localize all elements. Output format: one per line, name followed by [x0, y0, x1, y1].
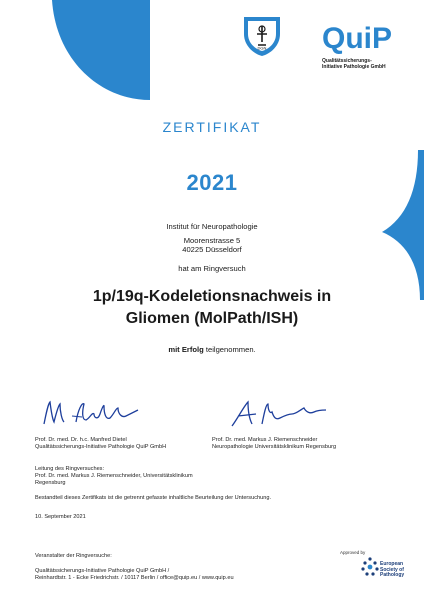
signer-1: [35, 437, 166, 451]
proficiency-test-title: [0, 286, 424, 330]
leadership-block: [35, 466, 285, 488]
title-line-2: Gliomen (MolPath/ISH): [125, 310, 299, 327]
signer-2-name: Prof. Dr. med. Markus J. Riemenschneider: [212, 437, 318, 443]
signature-dietel: [38, 396, 148, 432]
quip-subtitle: [322, 58, 386, 70]
organizer-line2: Reinhardtstr. 1 - Ecke Friedrichstr. / 10117 Berlin / office@quip.eu / www.quip.eu: [35, 575, 234, 582]
leadership-heading: Leitung des Ringversuches:: [35, 466, 105, 472]
organizer-address: [35, 568, 335, 582]
certificate-year: 2021: [186, 170, 238, 195]
esp-name: [380, 562, 404, 579]
institution-name: Institut für Neuropathologie: [166, 222, 258, 231]
hat-line: hat am Ringversuch: [178, 264, 246, 273]
signer-1-org: Qualitätssicherungs-Initiative Pathologie QuiP GmbH: [35, 444, 167, 451]
leadership-line1: Prof. Dr. med. Markus J. Riemenschneider, Universitätsklinikum: [35, 473, 193, 480]
signature-riemenschneider: [230, 396, 330, 432]
certificate-note: Bestandteil dieses Zertifikats ist die getrennt gefasste inhaltliche Beurteilung der Untersuchung.: [35, 495, 272, 501]
organizer-heading: Veranstalter der Ringversuche:: [35, 553, 112, 559]
quip-subtitle-line2: Initiative Pathologie GmbH: [322, 64, 386, 70]
seal-logo: [240, 14, 284, 58]
success-rest: teilgenommen.: [203, 345, 256, 354]
esp-line1: European: [380, 561, 404, 567]
certificate-date: 10. September 2021: [35, 514, 86, 520]
certificate-heading: ZERTIFIKAT: [162, 119, 262, 135]
signer-1-name: Prof. Dr. med. Dr. h.c. Manfred Dietel: [35, 437, 127, 443]
seal-text: DGN: [257, 45, 267, 51]
quip-subtitle-line1: Qualitätssicherungs-: [322, 58, 372, 64]
decorative-arc-top-left: [0, 0, 150, 105]
institution-city: 40225 Düsseldorf: [182, 245, 242, 255]
leadership-line2: Regensburg: [35, 480, 66, 487]
institution-block: [0, 222, 424, 255]
success-line: [0, 345, 424, 354]
quip-logo: [320, 20, 406, 56]
signer-2: [212, 437, 336, 451]
esp-line2: Society of: [380, 566, 404, 573]
signer-2-org: Neuropathologie Universitätsklinikum Regensburg: [212, 444, 337, 451]
success-bold: mit Erfolg: [168, 345, 204, 354]
organizer-line1: Qualitätssicherungs-Initiative Pathologie QuiP GmbH /: [35, 568, 170, 574]
esp-logo-icon: [360, 555, 380, 579]
title-line-1: 1p/19q-Kodeletionsnachweis in: [92, 288, 332, 305]
esp-line3: Pathology: [380, 572, 405, 579]
institution-street: Moorenstrasse 5: [183, 235, 241, 245]
approved-by-label: Approved by: [340, 550, 366, 555]
quip-wordmark: QuiP: [322, 22, 393, 55]
